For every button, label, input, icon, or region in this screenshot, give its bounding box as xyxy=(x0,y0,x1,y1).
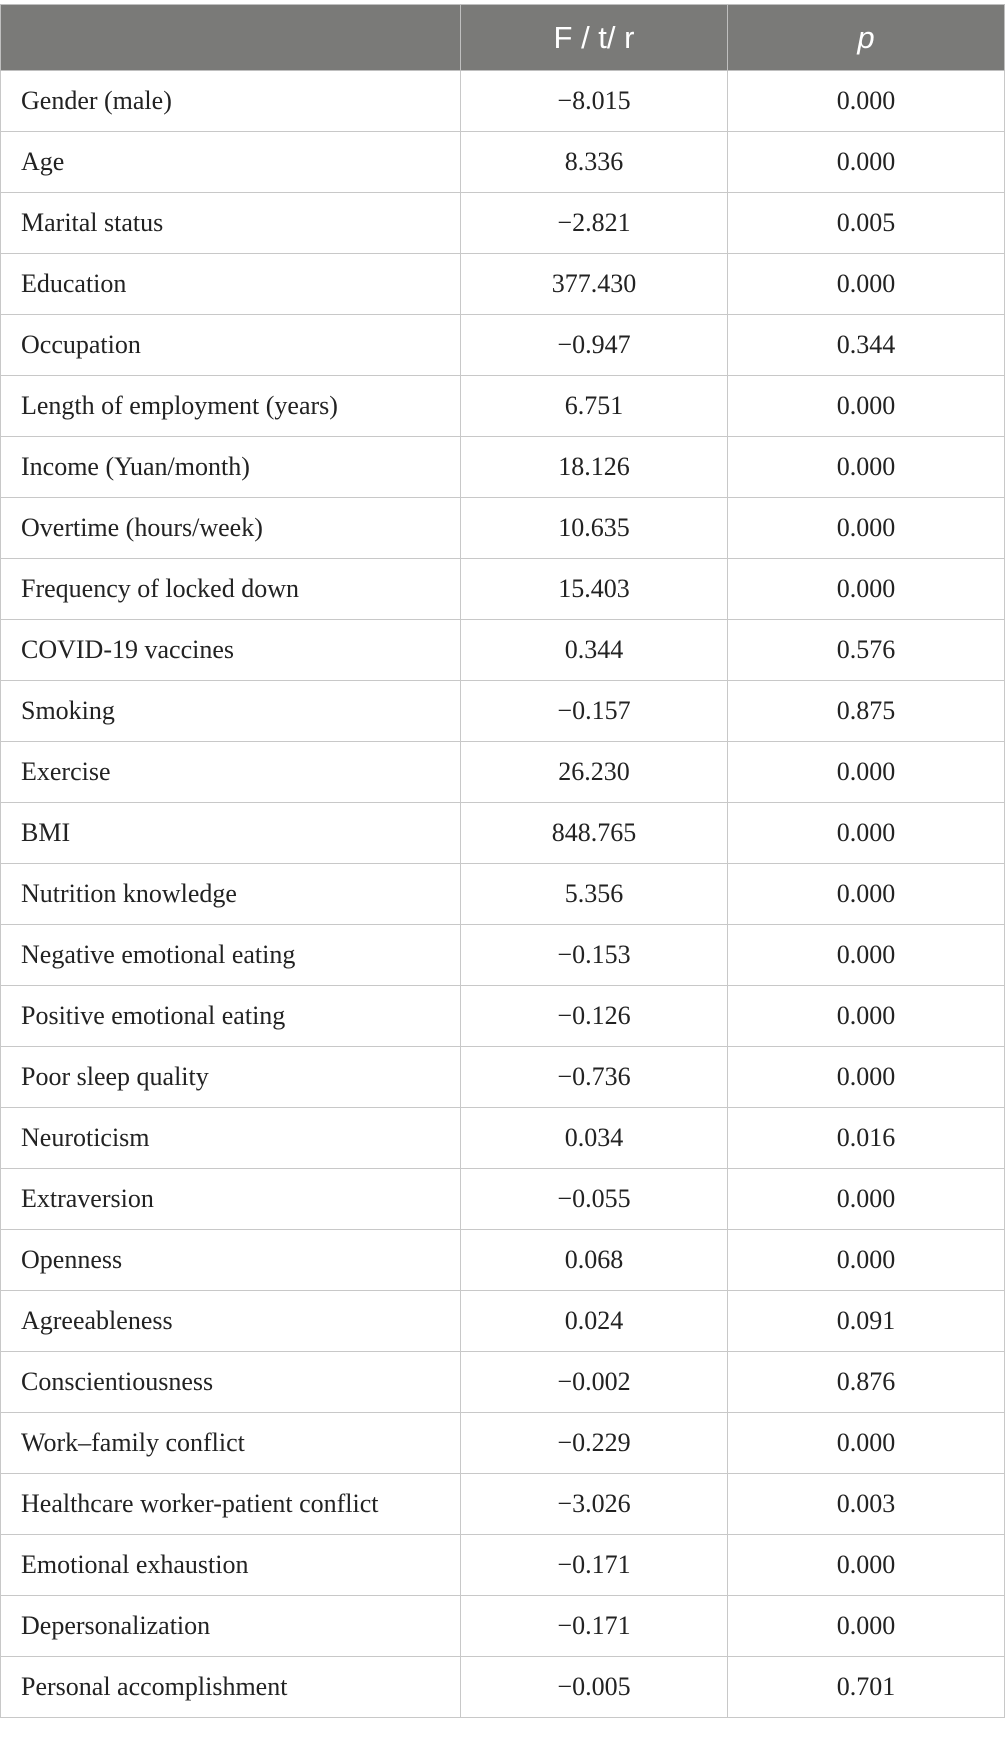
row-statistic: 8.336 xyxy=(461,132,728,193)
row-statistic: 0.024 xyxy=(461,1291,728,1352)
row-p-value: 0.005 xyxy=(728,193,1005,254)
row-p-value: 0.344 xyxy=(728,315,1005,376)
row-p-value: 0.000 xyxy=(728,1230,1005,1291)
table-row xyxy=(1,681,1005,742)
row-statistic: 0.068 xyxy=(461,1230,728,1291)
row-variable: Depersonalization xyxy=(1,1596,461,1657)
row-statistic: 6.751 xyxy=(461,376,728,437)
row-statistic: −0.157 xyxy=(461,681,728,742)
row-variable: COVID-19 vaccines xyxy=(1,620,461,681)
row-variable: Extraversion xyxy=(1,1169,461,1230)
statistics-table xyxy=(0,4,1005,1718)
row-variable: Personal accomplishment xyxy=(1,1657,461,1718)
row-p-value: 0.000 xyxy=(728,742,1005,803)
row-variable: Neuroticism xyxy=(1,1108,461,1169)
row-statistic: −0.002 xyxy=(461,1352,728,1413)
table-row xyxy=(1,1474,1005,1535)
table-row xyxy=(1,315,1005,376)
table-row xyxy=(1,132,1005,193)
row-variable: Exercise xyxy=(1,742,461,803)
row-variable: Agreeableness xyxy=(1,1291,461,1352)
row-statistic: 15.403 xyxy=(461,559,728,620)
row-p-value: 0.000 xyxy=(728,925,1005,986)
row-variable: Gender (male) xyxy=(1,71,461,132)
row-variable: Frequency of locked down xyxy=(1,559,461,620)
table-row xyxy=(1,193,1005,254)
row-p-value: 0.000 xyxy=(728,498,1005,559)
row-variable: Negative emotional eating xyxy=(1,925,461,986)
table-row xyxy=(1,864,1005,925)
row-statistic: −0.947 xyxy=(461,315,728,376)
row-p-value: 0.000 xyxy=(728,1596,1005,1657)
table-row xyxy=(1,1230,1005,1291)
row-variable: Occupation xyxy=(1,315,461,376)
row-statistic: −2.821 xyxy=(461,193,728,254)
table-row xyxy=(1,620,1005,681)
row-statistic: −0.229 xyxy=(461,1413,728,1474)
row-statistic: 0.034 xyxy=(461,1108,728,1169)
row-variable: Education xyxy=(1,254,461,315)
table-row xyxy=(1,1291,1005,1352)
row-variable: Marital status xyxy=(1,193,461,254)
row-variable: Overtime (hours/week) xyxy=(1,498,461,559)
row-statistic: −8.015 xyxy=(461,71,728,132)
row-p-value: 0.000 xyxy=(728,559,1005,620)
row-statistic: −0.005 xyxy=(461,1657,728,1718)
header-variable xyxy=(1,5,461,71)
row-statistic: 848.765 xyxy=(461,803,728,864)
table-row xyxy=(1,254,1005,315)
row-statistic: −0.126 xyxy=(461,986,728,1047)
row-statistic: −0.055 xyxy=(461,1169,728,1230)
table-row xyxy=(1,437,1005,498)
table-row xyxy=(1,803,1005,864)
row-p-value: 0.016 xyxy=(728,1108,1005,1169)
row-p-value: 0.091 xyxy=(728,1291,1005,1352)
table-row xyxy=(1,1352,1005,1413)
row-p-value: 0.701 xyxy=(728,1657,1005,1718)
row-p-value: 0.000 xyxy=(728,864,1005,925)
table-row xyxy=(1,1657,1005,1718)
row-variable: Conscientiousness xyxy=(1,1352,461,1413)
row-p-value: 0.000 xyxy=(728,1413,1005,1474)
table-row xyxy=(1,559,1005,620)
row-p-value: 0.576 xyxy=(728,620,1005,681)
row-p-value: 0.003 xyxy=(728,1474,1005,1535)
row-p-value: 0.000 xyxy=(728,376,1005,437)
row-statistic: −0.153 xyxy=(461,925,728,986)
row-statistic: −3.026 xyxy=(461,1474,728,1535)
table-row xyxy=(1,376,1005,437)
row-statistic: 18.126 xyxy=(461,437,728,498)
row-statistic: 0.344 xyxy=(461,620,728,681)
table-row xyxy=(1,1169,1005,1230)
row-variable: Nutrition knowledge xyxy=(1,864,461,925)
row-variable: Age xyxy=(1,132,461,193)
row-variable: BMI xyxy=(1,803,461,864)
row-statistic: 5.356 xyxy=(461,864,728,925)
row-p-value: 0.000 xyxy=(728,986,1005,1047)
table-row xyxy=(1,1596,1005,1657)
header-row xyxy=(1,5,1005,71)
row-p-value: 0.000 xyxy=(728,1535,1005,1596)
row-variable: Poor sleep quality xyxy=(1,1047,461,1108)
row-variable: Work–family conflict xyxy=(1,1413,461,1474)
row-statistic: −0.171 xyxy=(461,1535,728,1596)
table-body xyxy=(1,71,1005,1718)
row-p-value: 0.000 xyxy=(728,1047,1005,1108)
row-variable: Emotional exhaustion xyxy=(1,1535,461,1596)
header-statistic: F / t/ r xyxy=(461,5,728,71)
row-p-value: 0.000 xyxy=(728,254,1005,315)
table-row xyxy=(1,986,1005,1047)
table-row xyxy=(1,742,1005,803)
row-p-value: 0.000 xyxy=(728,71,1005,132)
row-p-value: 0.000 xyxy=(728,1169,1005,1230)
row-variable: Openness xyxy=(1,1230,461,1291)
row-statistic: 377.430 xyxy=(461,254,728,315)
row-statistic: −0.171 xyxy=(461,1596,728,1657)
row-statistic: 10.635 xyxy=(461,498,728,559)
row-variable: Healthcare worker-patient conflict xyxy=(1,1474,461,1535)
table-row xyxy=(1,1108,1005,1169)
table-row xyxy=(1,1413,1005,1474)
row-statistic: −0.736 xyxy=(461,1047,728,1108)
row-variable: Smoking xyxy=(1,681,461,742)
table-row xyxy=(1,1047,1005,1108)
header-p-value: p xyxy=(728,5,1005,71)
row-p-value: 0.875 xyxy=(728,681,1005,742)
table-row xyxy=(1,925,1005,986)
table-row xyxy=(1,1535,1005,1596)
table-row xyxy=(1,71,1005,132)
table-row xyxy=(1,498,1005,559)
row-variable: Income (Yuan/month) xyxy=(1,437,461,498)
row-p-value: 0.000 xyxy=(728,132,1005,193)
row-variable: Positive emotional eating xyxy=(1,986,461,1047)
row-variable: Length of employment (years) xyxy=(1,376,461,437)
row-p-value: 0.876 xyxy=(728,1352,1005,1413)
row-p-value: 0.000 xyxy=(728,803,1005,864)
row-statistic: 26.230 xyxy=(461,742,728,803)
row-p-value: 0.000 xyxy=(728,437,1005,498)
